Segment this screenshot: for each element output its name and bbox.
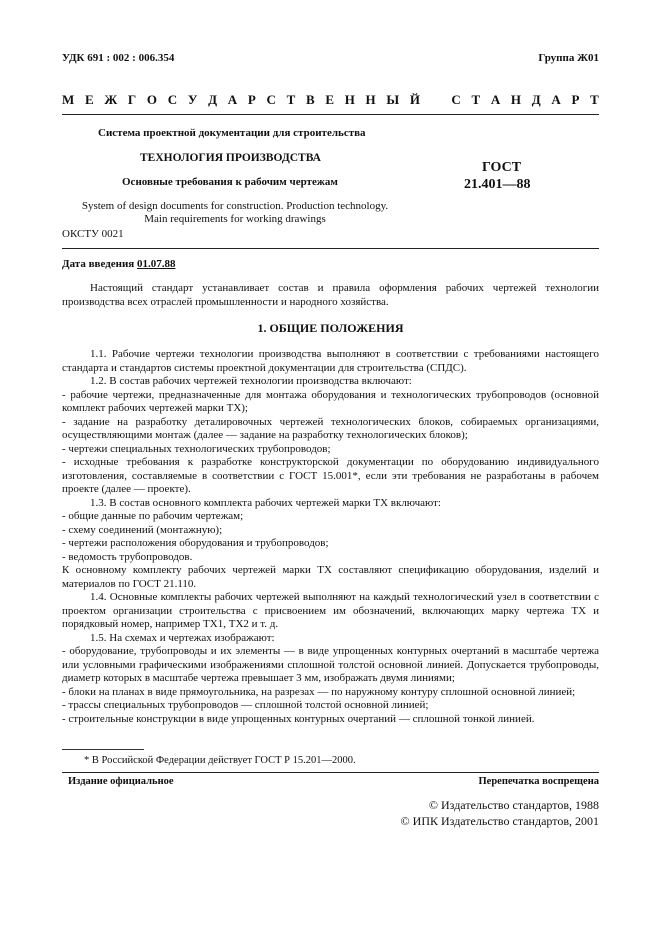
document-subtitle: Основные требования к рабочим чертежам xyxy=(122,176,338,188)
section-title: 1. ОБЩИЕ ПОЛОЖЕНИЯ xyxy=(257,321,404,335)
okstu-code: ОКСТУ 0021 xyxy=(62,228,124,240)
effective-date xyxy=(62,258,176,270)
list-item: - исходные требования к разработке конструкторской документации по оборудованию индивидуального изготовления, составляемые в соответствии с ГОСТ 15.001*, если эти требования не разработаны в рабочем проекте (далее — проекте). xyxy=(62,456,599,495)
banner-letter: Й xyxy=(409,92,420,107)
official-edition-label: Издание официальное xyxy=(68,776,174,787)
banner-letter: Д xyxy=(208,92,218,107)
list-item: - общие данные по рабочим чертежам; xyxy=(62,510,244,522)
banner-letter: Н xyxy=(510,92,522,107)
group-code: Группа Ж01 xyxy=(538,52,599,64)
udk-code: УДК 691 : 002 : 006.354 xyxy=(62,52,175,64)
paragraph: 1.4. Основные комплекты рабочих чертежей выполняют на каждый технологический узел в соответствии с проектом организации строительства с присвоением им обозначений, включающих марку чертежа ТХ и порядковый номер, например ТХ1, ТХ2 и т. д. xyxy=(62,591,599,630)
banner-letter: А xyxy=(551,92,561,107)
reprint-prohibited-label: Перепечатка воспрещена xyxy=(478,776,599,787)
list-item: - чертежи специальных технологических трубопроводов; xyxy=(62,442,331,455)
gost-number: 21.401—88 xyxy=(464,177,531,192)
document-title: ТЕХНОЛОГИЯ ПРОИЗВОДСТВА xyxy=(140,152,321,164)
english-title-line: Main requirements for working drawings xyxy=(144,213,326,225)
banner-letter: Т xyxy=(471,92,481,107)
list-item: - блоки на планах в виде прямоугольника, на разрезах — по наружному контуру сплошной основной линией; xyxy=(62,685,576,698)
list-item: - рабочие чертежи, предназначенные для монтажа оборудования и технологических трубопроводов (основной комплект рабочих чертежей марки ТХ); xyxy=(62,388,599,414)
list-item: - ведомость трубопроводов. xyxy=(62,550,193,563)
banner-letter: А xyxy=(227,92,238,107)
english-title xyxy=(0,200,470,226)
interstate-standard-banner xyxy=(62,92,599,108)
banner-letter: Н xyxy=(365,92,376,107)
intro-paragraph: Настоящий стандарт устанавливает состав и правила оформления рабочих чертежей технологии производства всех отраслей промышленности и народного хозяйства. xyxy=(62,282,599,308)
banner-letter: А xyxy=(490,92,501,107)
footer-rule xyxy=(62,772,599,773)
list-item: - строительные конструкции в виде упрощенных контурных очертаний — сплошной тонкой линией. xyxy=(62,712,535,725)
banner-letter: О xyxy=(146,92,158,107)
banner-letter: С xyxy=(451,92,461,107)
banner-letter: М xyxy=(62,92,75,107)
banner-letter: Р xyxy=(247,92,256,107)
effective-date-value: 01.07.88 xyxy=(137,258,176,270)
banner-letter: Ж xyxy=(104,92,118,107)
banner-letter: Т xyxy=(590,92,599,107)
list-item: - схему соединений (монтажную); xyxy=(62,523,223,536)
document-system-title: Система проектной документации для строительства xyxy=(98,127,366,139)
footnote-separator xyxy=(62,749,144,750)
list-item: - задание на разработку деталировочных чертежей технологических блоков, собираемых организациями, осуществляющими монтаж (далее — задание на разработку технологических блоков); xyxy=(62,415,599,441)
banner-letter: Г xyxy=(127,92,137,107)
banner-letter: У xyxy=(187,92,198,107)
gost-label: ГОСТ xyxy=(482,160,522,175)
banner-letter: Н xyxy=(344,92,355,107)
banner-letter: Ы xyxy=(386,92,400,107)
copyright-line: © ИПК Издательство стандартов, 2001 xyxy=(400,814,599,828)
list-item: - оборудование, трубопроводы и их элементы — в виде упрощенных контурных очертаний в масштабе чертежа или условными графическими изображениями сплошной толстой основной линией. Допускается трубопроводы, диаметр которых в масштабе чертежа превышает 3 мм, изображать двумя линиями; xyxy=(62,645,599,684)
list-item: - чертежи расположения оборудования и трубопроводов; xyxy=(62,537,329,549)
english-title-line: System of design documents for construction. Production technology. xyxy=(81,200,389,212)
section-body xyxy=(62,348,599,726)
paragraph: К основному комплекту рабочих чертежей марки ТХ составляют спецификацию оборудования, изделий и материалов по ГОСТ 21.110. xyxy=(62,564,599,590)
effective-date-label: Дата введения xyxy=(62,258,135,270)
banner-letter: Е xyxy=(325,92,334,107)
list-item: - трассы специальных трубопроводов — сплошной толстой основной линией; xyxy=(62,699,429,711)
banner-letter: Т xyxy=(286,92,296,107)
paragraph: 1.1. Рабочие чертежи технологии производства выполняют в соответствии с требованиями настоящего стандарта и стандартов системы проектной документации для строительства (СПДС). xyxy=(62,348,599,374)
title-rule xyxy=(62,248,599,249)
banner-letter: С xyxy=(266,92,276,107)
paragraph: 1.5. На схемах и чертежах изображают: xyxy=(90,631,275,644)
banner-letter: Р xyxy=(571,92,580,107)
banner-letter: Е xyxy=(84,92,94,107)
footnote: * В Российской Федерации действует ГОСТ Р 15.201—2000. xyxy=(84,755,356,766)
banner-letter: С xyxy=(167,92,178,107)
banner-gap xyxy=(431,92,441,108)
paragraph: 1.2. В состав рабочих чертежей технологии производства включают: xyxy=(90,375,412,387)
paragraph: 1.3. В состав основного комплекта рабочих чертежей марки ТХ включают: xyxy=(90,496,441,509)
banner-letter: Д xyxy=(531,92,541,107)
copyright-line: © Издательство стандартов, 1988 xyxy=(428,798,599,812)
header-rule xyxy=(62,114,599,115)
banner-letter: В xyxy=(305,92,315,107)
